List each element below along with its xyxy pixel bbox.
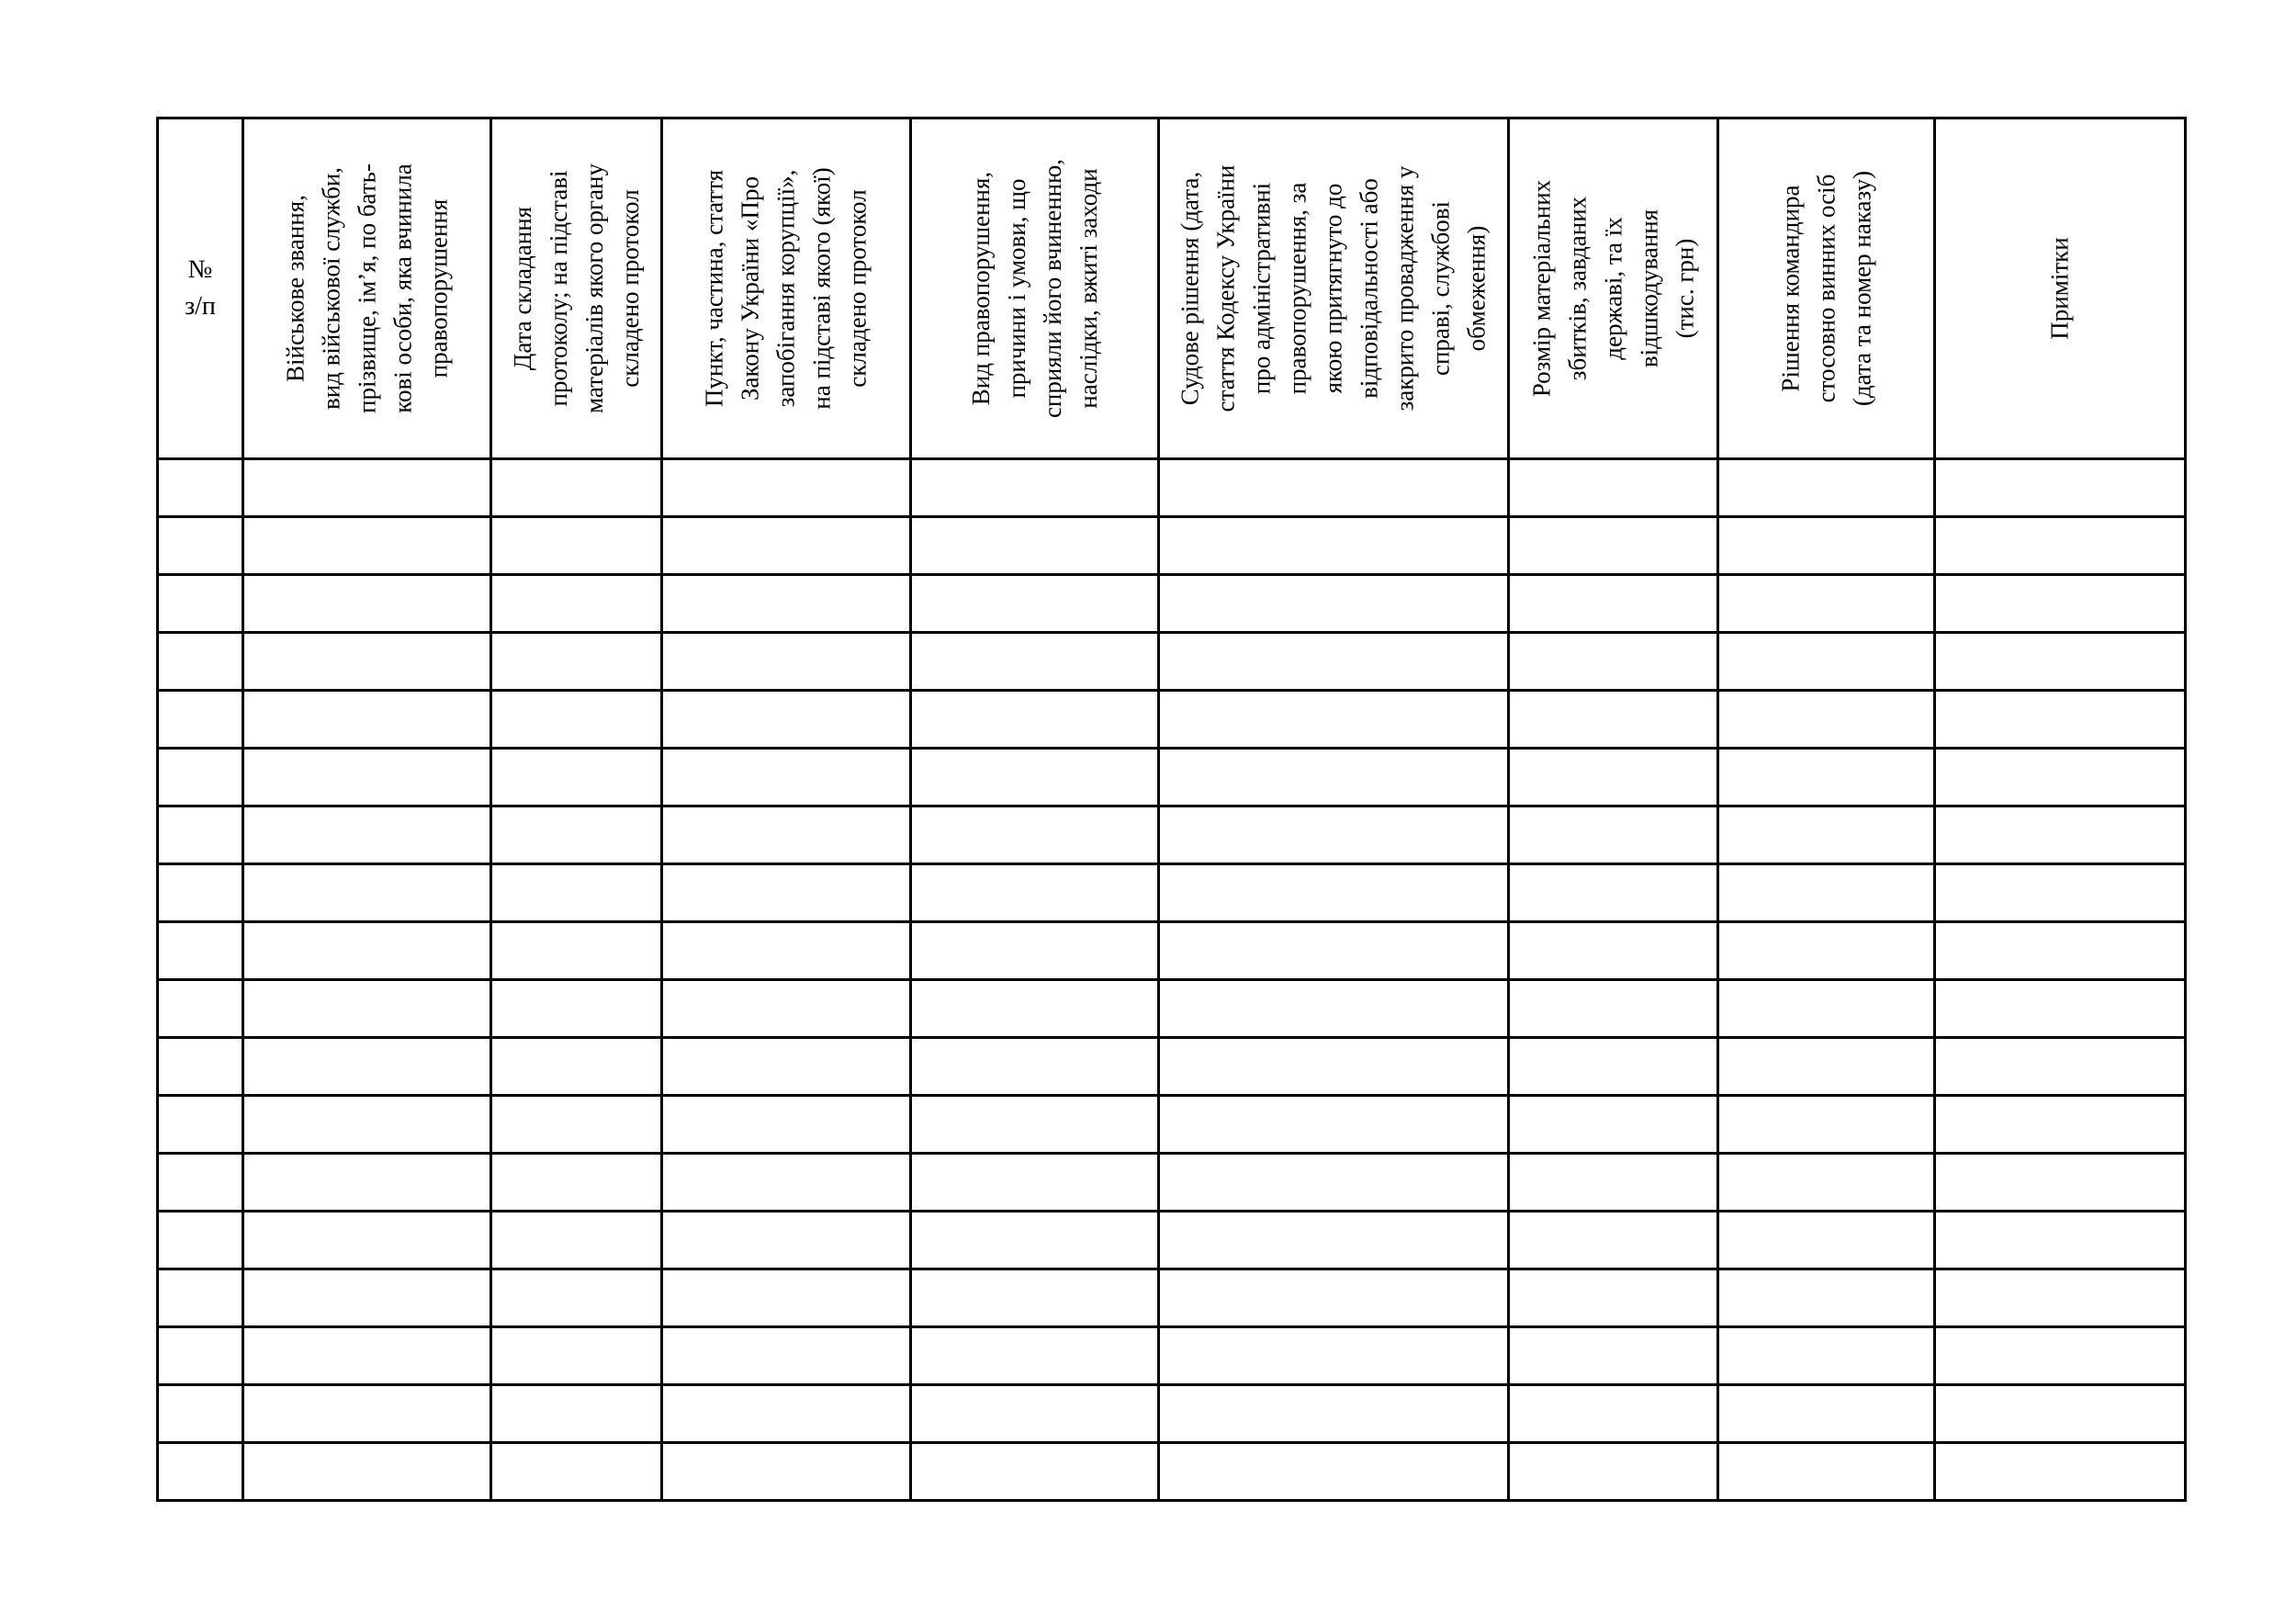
table-row xyxy=(158,633,2186,691)
table-cell xyxy=(662,459,911,517)
table-cell xyxy=(158,1443,243,1501)
table-cell xyxy=(662,922,911,980)
table-cell xyxy=(158,749,243,806)
table-cell xyxy=(1718,575,1935,633)
table-cell xyxy=(662,517,911,575)
table-cell xyxy=(491,1038,662,1096)
header-notes xyxy=(1935,118,2186,459)
table-cell xyxy=(243,1212,491,1269)
header-damages xyxy=(1509,118,1718,459)
table-cell xyxy=(1509,1385,1718,1443)
table-cell xyxy=(1935,1385,2186,1443)
table-cell xyxy=(911,1443,1159,1501)
table-cell xyxy=(1159,459,1509,517)
header-law-article-label: Пункт, частина, стаття Закону України «Про запобігання корупції», на підставі якого (якої) складено протокол xyxy=(700,167,872,410)
table-cell xyxy=(243,1269,491,1327)
table-header-row xyxy=(158,118,2186,459)
header-offense-type xyxy=(911,118,1159,459)
table-row xyxy=(158,1096,2186,1154)
table-cell xyxy=(1509,517,1718,575)
table-cell xyxy=(1935,864,2186,922)
offense-register-table xyxy=(156,117,2187,1502)
table-row xyxy=(158,1038,2186,1096)
table-cell xyxy=(911,806,1159,864)
header-court-decision xyxy=(1159,118,1509,459)
table-cell xyxy=(1718,459,1935,517)
table-cell xyxy=(243,806,491,864)
table-cell xyxy=(158,459,243,517)
table-cell xyxy=(1718,1327,1935,1385)
table-cell xyxy=(911,1096,1159,1154)
table-cell xyxy=(243,1385,491,1443)
table-cell xyxy=(1509,1443,1718,1501)
table-cell xyxy=(158,1154,243,1212)
table-cell xyxy=(1718,1212,1935,1269)
table-cell xyxy=(158,1327,243,1385)
table-cell xyxy=(662,1327,911,1385)
table-cell xyxy=(491,980,662,1038)
table-cell xyxy=(911,749,1159,806)
table-row xyxy=(158,1154,2186,1212)
table-cell xyxy=(243,633,491,691)
table-cell xyxy=(491,1154,662,1212)
table-cell xyxy=(1159,922,1509,980)
table-cell xyxy=(1935,691,2186,749)
table-cell xyxy=(1935,1154,2186,1212)
table-cell xyxy=(1718,1269,1935,1327)
table-row xyxy=(158,575,2186,633)
table-cell xyxy=(1159,1038,1509,1096)
table-cell xyxy=(243,980,491,1038)
table-cell xyxy=(1718,1385,1935,1443)
table-cell xyxy=(662,575,911,633)
table-cell xyxy=(911,1038,1159,1096)
table-cell xyxy=(662,980,911,1038)
table-cell xyxy=(491,1096,662,1154)
table-cell xyxy=(491,691,662,749)
table-row xyxy=(158,1212,2186,1269)
table-cell xyxy=(1935,1327,2186,1385)
table-cell xyxy=(1509,864,1718,922)
table-cell xyxy=(1718,1443,1935,1501)
table-cell xyxy=(1718,980,1935,1038)
table-cell xyxy=(911,1269,1159,1327)
table-cell xyxy=(1159,517,1509,575)
table-cell xyxy=(911,922,1159,980)
table-cell xyxy=(243,691,491,749)
table-row xyxy=(158,459,2186,517)
table-cell xyxy=(1159,864,1509,922)
table-cell xyxy=(1935,1212,2186,1269)
table-cell xyxy=(1935,806,2186,864)
header-offense-type-label: Вид правопорушення, причини і умови, що сприяли його вчиненню, наслідки, вжиті заходи xyxy=(966,158,1102,419)
header-notes-label: Примітки xyxy=(2045,237,2074,340)
table-cell xyxy=(1509,575,1718,633)
table-cell xyxy=(1509,749,1718,806)
table-cell xyxy=(158,633,243,691)
table-row xyxy=(158,806,2186,864)
table-cell xyxy=(491,633,662,691)
table-cell xyxy=(158,864,243,922)
table-cell xyxy=(243,922,491,980)
table-cell xyxy=(1509,633,1718,691)
table-cell xyxy=(1159,633,1509,691)
header-person xyxy=(243,118,491,459)
table-cell xyxy=(911,575,1159,633)
table-cell xyxy=(243,517,491,575)
table-cell xyxy=(1509,1096,1718,1154)
table-cell xyxy=(243,575,491,633)
table-cell xyxy=(1718,1096,1935,1154)
table-cell xyxy=(158,1096,243,1154)
table-cell xyxy=(491,517,662,575)
table-cell xyxy=(1509,806,1718,864)
table-cell xyxy=(491,1327,662,1385)
table-cell xyxy=(911,459,1159,517)
table-cell xyxy=(911,633,1159,691)
table-row xyxy=(158,1385,2186,1443)
table-cell xyxy=(243,1327,491,1385)
header-commander-decision-label: Рішення командира стосовно винних осіб (дата та номер наказу) xyxy=(1776,170,1875,407)
table-cell xyxy=(1935,459,2186,517)
header-law-article xyxy=(662,118,911,459)
table-cell xyxy=(911,980,1159,1038)
table-cell xyxy=(1935,633,2186,691)
table-cell xyxy=(1159,1269,1509,1327)
table-cell xyxy=(1718,922,1935,980)
table-cell xyxy=(911,864,1159,922)
table-cell xyxy=(243,1443,491,1501)
table-cell xyxy=(491,864,662,922)
table-row xyxy=(158,922,2186,980)
table-cell xyxy=(491,922,662,980)
table-cell xyxy=(662,864,911,922)
table-cell xyxy=(1935,517,2186,575)
table-cell xyxy=(1718,691,1935,749)
table-cell xyxy=(911,1327,1159,1385)
table-row xyxy=(158,691,2186,749)
table-cell xyxy=(1509,1269,1718,1327)
table-cell xyxy=(1718,749,1935,806)
table-cell xyxy=(1159,575,1509,633)
table-cell xyxy=(1935,1269,2186,1327)
table-cell xyxy=(1718,633,1935,691)
table-cell xyxy=(662,1269,911,1327)
table-cell xyxy=(158,517,243,575)
table-cell xyxy=(1159,806,1509,864)
table-row xyxy=(158,864,2186,922)
table-cell xyxy=(1159,980,1509,1038)
table-cell xyxy=(662,1443,911,1501)
table-row xyxy=(158,1443,2186,1501)
table-cell xyxy=(662,806,911,864)
table-cell xyxy=(158,1269,243,1327)
table-cell xyxy=(243,1038,491,1096)
table-row xyxy=(158,517,2186,575)
table-cell xyxy=(158,922,243,980)
table-cell xyxy=(911,1154,1159,1212)
table-cell xyxy=(911,1385,1159,1443)
table-cell xyxy=(1159,1443,1509,1501)
table-cell xyxy=(1935,1443,2186,1501)
table-cell xyxy=(158,691,243,749)
table-cell xyxy=(662,633,911,691)
table-cell xyxy=(243,1096,491,1154)
table-cell xyxy=(243,749,491,806)
table-cell xyxy=(491,1269,662,1327)
table-cell xyxy=(491,749,662,806)
header-protocol-date xyxy=(491,118,662,459)
table-cell xyxy=(1159,1096,1509,1154)
table-cell xyxy=(158,980,243,1038)
header-commander-decision xyxy=(1718,118,1935,459)
table-cell xyxy=(911,1212,1159,1269)
table-row xyxy=(158,749,2186,806)
table-cell xyxy=(491,1212,662,1269)
table-cell xyxy=(662,1038,911,1096)
table-cell xyxy=(1935,922,2186,980)
table-cell xyxy=(1718,806,1935,864)
table-cell xyxy=(662,1096,911,1154)
table-cell xyxy=(1159,1154,1509,1212)
table-cell xyxy=(1159,749,1509,806)
table-cell xyxy=(243,1154,491,1212)
table-cell xyxy=(1509,1327,1718,1385)
header-number xyxy=(158,118,243,459)
table-cell xyxy=(1509,1154,1718,1212)
table-cell xyxy=(662,691,911,749)
table-cell xyxy=(1718,864,1935,922)
table-cell xyxy=(1509,980,1718,1038)
table-cell xyxy=(158,1038,243,1096)
table-cell xyxy=(662,1212,911,1269)
table-cell xyxy=(491,1443,662,1501)
table-cell xyxy=(1159,1327,1509,1385)
table-cell xyxy=(491,806,662,864)
table-cell xyxy=(158,1212,243,1269)
table-row xyxy=(158,1269,2186,1327)
table-cell xyxy=(158,575,243,633)
table-cell xyxy=(243,459,491,517)
table-cell xyxy=(662,749,911,806)
table-cell xyxy=(1935,980,2186,1038)
table-cell xyxy=(1718,1154,1935,1212)
table-cell xyxy=(1935,1096,2186,1154)
table-cell xyxy=(1935,1038,2186,1096)
table-cell xyxy=(1509,691,1718,749)
table-cell xyxy=(662,1385,911,1443)
header-protocol-date-label: Дата складання протоколу; на підставі матеріалів якого органу складено протокол xyxy=(508,164,644,413)
table-cell xyxy=(243,864,491,922)
header-court-decision-label: Судове рішення (дата, стаття Кодексу України про адміністративні правопорушення, за якою притягнуто до відповідальності або закрито провадження у справі, службові обмеження) xyxy=(1176,164,1491,412)
table-cell xyxy=(1509,1212,1718,1269)
header-person-label: Військове звання, вид військової служби, прізвище, ім’я, по бать- кові особи, яка вчинила правопорушення xyxy=(281,164,452,413)
table-cell xyxy=(1935,575,2186,633)
table-cell xyxy=(911,517,1159,575)
table-row xyxy=(158,1327,2186,1385)
table-cell xyxy=(911,691,1159,749)
table-cell xyxy=(1509,459,1718,517)
table-cell xyxy=(1509,922,1718,980)
table-cell xyxy=(158,806,243,864)
table-cell xyxy=(158,1385,243,1443)
table-cell xyxy=(1159,1212,1509,1269)
table-cell xyxy=(1159,691,1509,749)
table-cell xyxy=(1718,517,1935,575)
table-cell xyxy=(1935,749,2186,806)
table-cell xyxy=(1509,1038,1718,1096)
table-row xyxy=(158,980,2186,1038)
table-cell xyxy=(1159,1385,1509,1443)
header-damages-label: Розмір матеріальних збитків, завданих державі, та їх відшкодування (тис. грн) xyxy=(1527,179,1698,398)
table-cell xyxy=(491,459,662,517)
table-cell xyxy=(662,1154,911,1212)
header-number-label: № з/п xyxy=(185,255,216,321)
table-cell xyxy=(1718,1038,1935,1096)
table-cell xyxy=(491,575,662,633)
table-body xyxy=(158,459,2186,1501)
table-cell xyxy=(491,1385,662,1443)
